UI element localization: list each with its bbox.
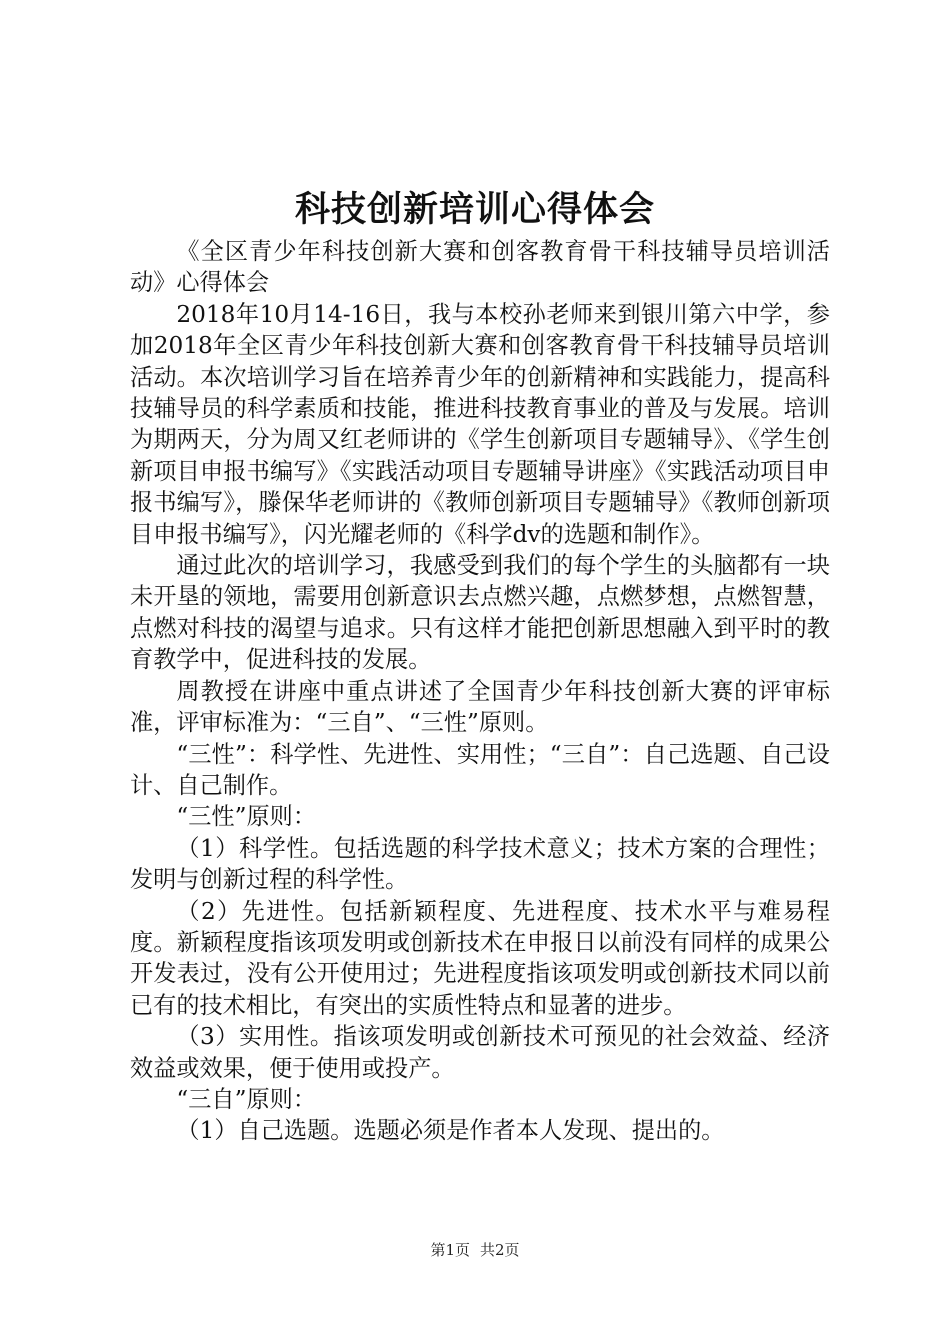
body-paragraph: 2018年10月14-16日，我与本校孙老师来到银川第六中学，参加2018年全区青少年科技创新大赛和创客教育骨干科技辅导员培训活动。本次培训学习旨在培养青少年的创新精神和实践能力，提高科技辅导员的科学素质和技能，推进科技教育事业的普及与发展。培训为期两天，分为周又红老师讲的《学生创新项目专题辅导》、《学生创新项目申报书编写》《实践活动项目专题辅导讲座》《实践活动项目申报书编写》，滕保华老师讲的《教师创新项目专题辅导》《教师创新项目申报书编写》，闪光耀老师的《科学dv的选题和制作》。 [130,300,830,548]
body-paragraph: （1）自己选题。选题必须是作者本人发现、提出的。 [176,1117,725,1145]
document-title: 科技创新培训心得体会 [294,189,655,230]
body-paragraph: 周教授在讲座中重点讲述了全国青少年科技创新大赛的评审标准，评审标准为：“三自”、“三性”原则。 [130,677,830,737]
page-total: 共2页 [480,1241,520,1259]
body-paragraph: 通过此次的培训学习，我感受到我们的每个学生的头脑都有一块未开垦的领地，需要用创新意识去点燃兴趣，点燃梦想，点燃智慧，点燃对科技的渴望与追求。只有这样才能把创新思想融入到平时的教育教学中，促进科技的发展。 [130,552,830,674]
body-paragraph: “三自”原则： [176,1085,317,1113]
body-paragraph: （1）科学性。包括选题的科学技术意义；技术方案的合理性；发明与创新过程的科学性。 [130,834,830,894]
page-footer [0,1240,950,1260]
body-paragraph: 《全区青少年科技创新大赛和创客教育骨干科技辅导员培训活动》心得体会 [130,238,830,297]
page-number: 第1页 [430,1241,470,1259]
body-paragraph: “三性”：科学性、先进性、实用性；“三自”：自己选题、自己设计、自己制作。 [130,740,830,799]
body-paragraph: “三性”原则： [176,803,317,831]
document-body [130,236,830,1147]
body-paragraph: （3）实用性。指该项发明或创新技术可预见的社会效益、经济效益或效果，便于使用或投产。 [130,1023,830,1082]
body-paragraph: （2）先进性。包括新颖程度、先进程度、技术水平与难易程度。新颖程度指该项发明或创新技术在申报日以前没有同样的成果公开发表过，没有公开使用过；先进程度指该项发明或创新技术同以前已有的技术相比，有突出的实质性特点和显著的进步。 [130,897,830,1019]
